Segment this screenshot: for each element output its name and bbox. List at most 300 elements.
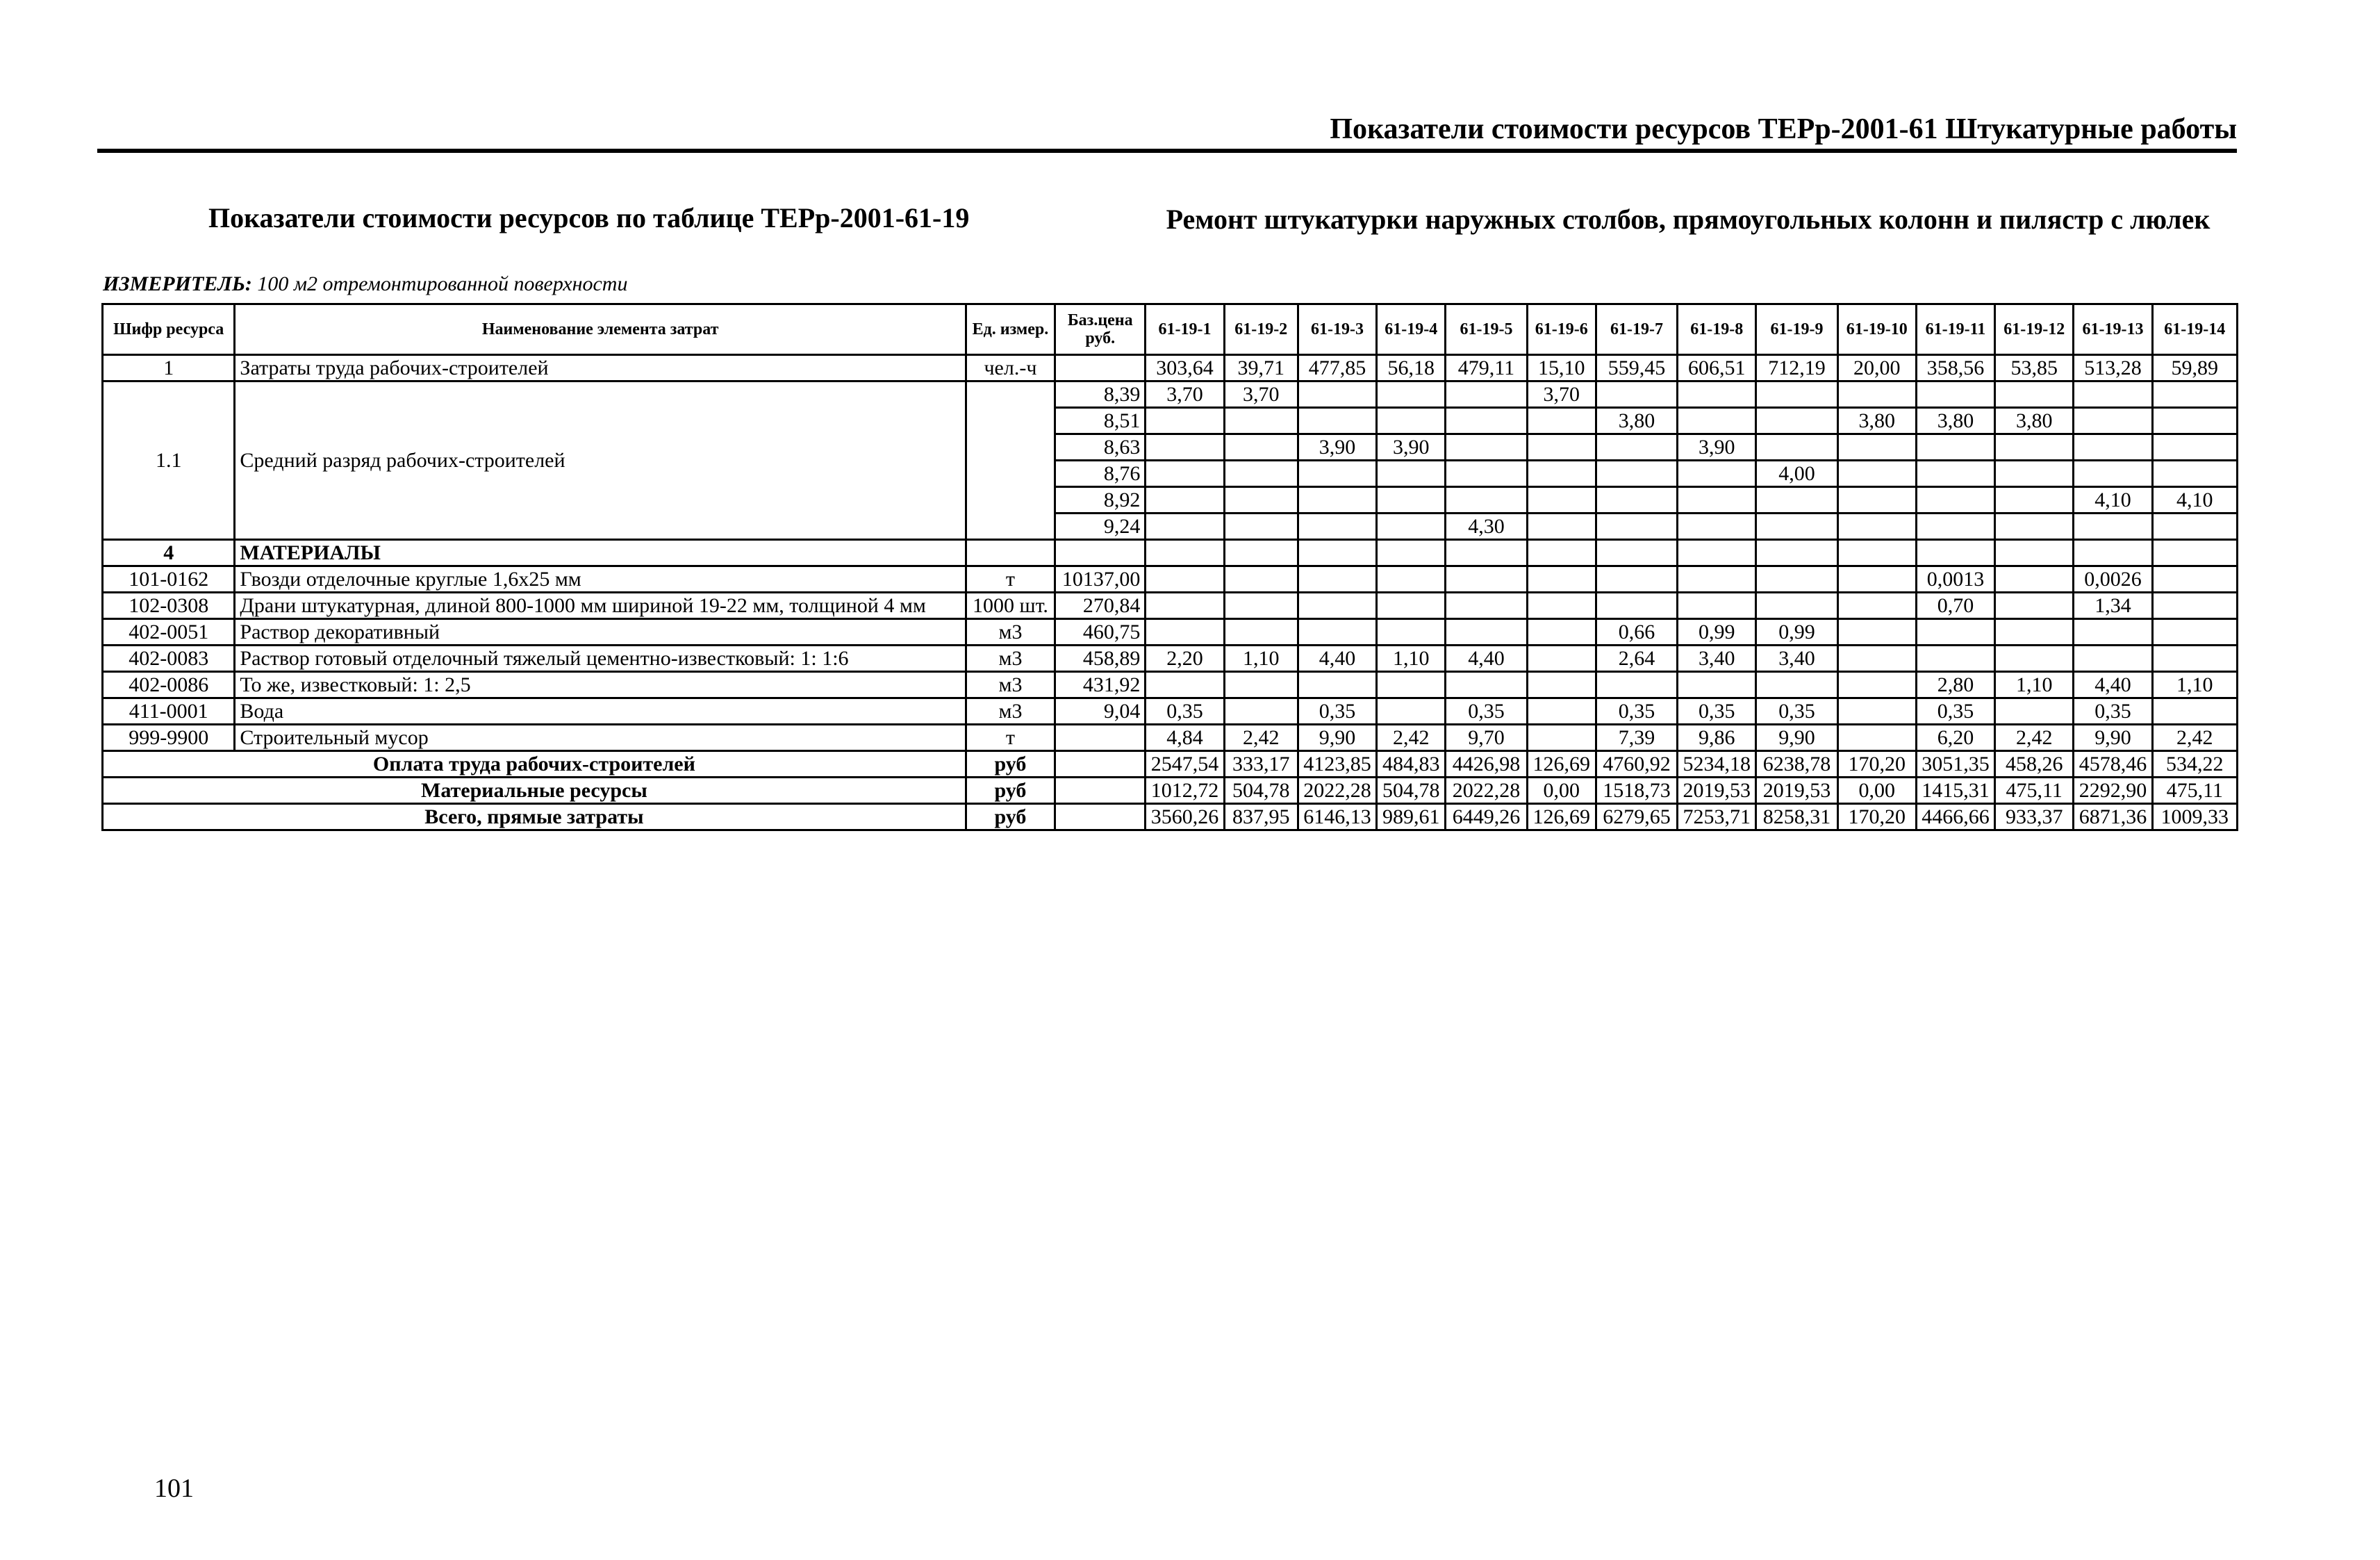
unit-cell: чел.-ч bbox=[966, 355, 1055, 381]
value-cell bbox=[1837, 698, 1916, 725]
value-cell: 59,89 bbox=[2152, 355, 2237, 381]
value-cell: 3,70 bbox=[1224, 381, 1298, 408]
header-code: Шифр ресурса bbox=[103, 304, 235, 355]
value-cell bbox=[1224, 434, 1298, 461]
value-cell bbox=[1995, 646, 2074, 672]
material-row bbox=[103, 672, 2238, 698]
header-col: 61-19-13 bbox=[2074, 304, 2152, 355]
value-cell bbox=[1837, 725, 1916, 751]
value-cell bbox=[1298, 408, 1376, 434]
value-cell bbox=[1298, 593, 1376, 619]
price-cell: 9,24 bbox=[1055, 514, 1146, 540]
value-cell bbox=[1146, 434, 1224, 461]
value-cell: 358,56 bbox=[1916, 355, 1994, 381]
value-cell bbox=[1596, 514, 1677, 540]
value-cell bbox=[1596, 540, 1677, 566]
value-cell: 3,80 bbox=[1995, 408, 2074, 434]
element-name: Раствор декоративный bbox=[235, 619, 966, 646]
value-cell bbox=[2152, 461, 2237, 487]
price-cell bbox=[1055, 725, 1146, 751]
resource-code: 999-9900 bbox=[103, 725, 235, 751]
price-cell bbox=[1055, 355, 1146, 381]
material-row bbox=[103, 725, 2238, 751]
value-cell bbox=[1527, 646, 1596, 672]
value-cell: 0,66 bbox=[1596, 619, 1677, 646]
value-cell bbox=[1298, 514, 1376, 540]
value-cell bbox=[1146, 408, 1224, 434]
value-cell: 3,70 bbox=[1146, 381, 1224, 408]
value-cell bbox=[1995, 487, 2074, 514]
price-cell: 460,75 bbox=[1055, 619, 1146, 646]
value-cell: 3,40 bbox=[1756, 646, 1837, 672]
price-cell bbox=[1055, 778, 1146, 804]
value-cell bbox=[1527, 461, 1596, 487]
value-cell bbox=[2074, 461, 2152, 487]
value-cell bbox=[1224, 593, 1298, 619]
value-cell bbox=[1224, 566, 1298, 593]
value-cell bbox=[1995, 461, 2074, 487]
value-cell: 4578,46 bbox=[2074, 751, 2152, 778]
total-row bbox=[103, 778, 2238, 804]
value-cell bbox=[1837, 381, 1916, 408]
value-cell bbox=[1298, 672, 1376, 698]
unit-cell: м3 bbox=[966, 619, 1055, 646]
value-cell bbox=[1527, 698, 1596, 725]
resource-code: 402-0083 bbox=[103, 646, 235, 672]
value-cell: 3,80 bbox=[1837, 408, 1916, 434]
value-cell: 0,35 bbox=[1678, 698, 1756, 725]
value-cell bbox=[1916, 646, 1994, 672]
header-col: 61-19-7 bbox=[1596, 304, 1677, 355]
value-cell: 4123,85 bbox=[1298, 751, 1376, 778]
total-row bbox=[103, 751, 2238, 778]
value-cell bbox=[1916, 381, 1994, 408]
price-cell: 8,51 bbox=[1055, 408, 1146, 434]
value-cell bbox=[1224, 672, 1298, 698]
value-cell: 2019,53 bbox=[1678, 778, 1756, 804]
price-cell: 8,76 bbox=[1055, 461, 1146, 487]
resource-code: 102-0308 bbox=[103, 593, 235, 619]
header-col: 61-19-11 bbox=[1916, 304, 1994, 355]
value-cell: 458,26 bbox=[1995, 751, 2074, 778]
value-cell bbox=[2152, 566, 2237, 593]
value-cell bbox=[2074, 408, 2152, 434]
resource-code: 1.1 bbox=[103, 381, 235, 540]
unit-cell: руб bbox=[966, 804, 1055, 830]
value-cell: 3,90 bbox=[1298, 434, 1376, 461]
value-cell bbox=[1377, 514, 1446, 540]
value-cell: 0,0026 bbox=[2074, 566, 2152, 593]
value-cell: 20,00 bbox=[1837, 355, 1916, 381]
measure-line bbox=[103, 272, 627, 296]
value-cell bbox=[1224, 487, 1298, 514]
total-name: Оплата труда рабочих-строителей bbox=[103, 751, 966, 778]
header-col: 61-19-2 bbox=[1224, 304, 1298, 355]
value-cell bbox=[1377, 487, 1446, 514]
value-cell bbox=[1224, 461, 1298, 487]
material-row bbox=[103, 619, 2238, 646]
value-cell: 0,00 bbox=[1527, 778, 1596, 804]
total-name: Всего, прямые затраты bbox=[103, 804, 966, 830]
value-cell bbox=[1995, 381, 2074, 408]
value-cell: 9,90 bbox=[1756, 725, 1837, 751]
value-cell: 9,90 bbox=[1298, 725, 1376, 751]
value-cell: 2,64 bbox=[1596, 646, 1677, 672]
total-name: Материальные ресурсы bbox=[103, 778, 966, 804]
header-row bbox=[103, 304, 2238, 355]
value-cell bbox=[1224, 540, 1298, 566]
value-cell bbox=[1837, 566, 1916, 593]
value-cell: 0,35 bbox=[1756, 698, 1837, 725]
value-cell: 479,11 bbox=[1446, 355, 1527, 381]
element-name: Средний разряд рабочих-строителей bbox=[235, 381, 966, 540]
resource-code: 402-0086 bbox=[103, 672, 235, 698]
value-cell bbox=[1527, 619, 1596, 646]
value-cell bbox=[1916, 434, 1994, 461]
header-price: Баз.цена руб. bbox=[1055, 304, 1146, 355]
value-cell bbox=[1527, 434, 1596, 461]
value-cell: 475,11 bbox=[1995, 778, 2074, 804]
value-cell bbox=[1756, 514, 1837, 540]
price-cell: 9,04 bbox=[1055, 698, 1146, 725]
value-cell: 837,95 bbox=[1224, 804, 1298, 830]
value-cell bbox=[1446, 593, 1527, 619]
price-cell: 458,89 bbox=[1055, 646, 1146, 672]
value-cell: 1,10 bbox=[1377, 646, 1446, 672]
value-cell: 1,10 bbox=[1224, 646, 1298, 672]
value-cell bbox=[1678, 540, 1756, 566]
value-cell: 0,35 bbox=[1446, 698, 1527, 725]
unit-cell bbox=[966, 540, 1055, 566]
value-cell: 39,71 bbox=[1224, 355, 1298, 381]
price-cell: 270,84 bbox=[1055, 593, 1146, 619]
value-cell: 3,90 bbox=[1377, 434, 1446, 461]
value-cell: 4466,66 bbox=[1916, 804, 1994, 830]
value-cell bbox=[1446, 619, 1527, 646]
value-cell bbox=[1837, 461, 1916, 487]
value-cell bbox=[1446, 381, 1527, 408]
material-row bbox=[103, 698, 2238, 725]
value-cell: 9,90 bbox=[2074, 725, 2152, 751]
value-cell bbox=[2152, 381, 2237, 408]
unit-cell: м3 bbox=[966, 698, 1055, 725]
value-cell: 1,10 bbox=[2152, 672, 2237, 698]
price-cell bbox=[1055, 751, 1146, 778]
value-cell bbox=[1527, 514, 1596, 540]
value-cell: 2,42 bbox=[1224, 725, 1298, 751]
value-cell bbox=[1298, 619, 1376, 646]
element-name: Раствор готовый отделочный тяжелый цементно-известковый: 1: 1:6 bbox=[235, 646, 966, 672]
value-cell bbox=[1224, 514, 1298, 540]
value-cell bbox=[2152, 698, 2237, 725]
value-cell bbox=[1377, 698, 1446, 725]
value-cell bbox=[2152, 434, 2237, 461]
value-cell bbox=[1446, 566, 1527, 593]
value-cell bbox=[1596, 487, 1677, 514]
value-cell bbox=[1756, 381, 1837, 408]
unit-cell: м3 bbox=[966, 646, 1055, 672]
header-unit: Ед. измер. bbox=[966, 304, 1055, 355]
element-name: Вода bbox=[235, 698, 966, 725]
unit-cell: т bbox=[966, 566, 1055, 593]
resource-code: 1 bbox=[103, 355, 235, 381]
value-cell: 484,83 bbox=[1377, 751, 1446, 778]
header-col: 61-19-8 bbox=[1678, 304, 1756, 355]
resource-cost-table bbox=[101, 303, 2238, 831]
value-cell bbox=[1756, 672, 1837, 698]
labor-row bbox=[103, 355, 2238, 381]
value-cell: 477,85 bbox=[1298, 355, 1376, 381]
value-cell bbox=[1596, 461, 1677, 487]
value-cell: 4,10 bbox=[2074, 487, 2152, 514]
value-cell: 2022,28 bbox=[1298, 778, 1376, 804]
material-row bbox=[103, 566, 2238, 593]
value-cell: 3,90 bbox=[1678, 434, 1756, 461]
value-cell bbox=[1298, 461, 1376, 487]
material-row bbox=[103, 593, 2238, 619]
value-cell: 6238,78 bbox=[1756, 751, 1837, 778]
value-cell: 0,99 bbox=[1678, 619, 1756, 646]
value-cell: 0,35 bbox=[1916, 698, 1994, 725]
element-name: Гвозди отделочные круглые 1,6х25 мм bbox=[235, 566, 966, 593]
value-cell: 4,40 bbox=[1446, 646, 1527, 672]
resource-code: 4 bbox=[103, 540, 235, 566]
value-cell bbox=[2152, 540, 2237, 566]
value-cell bbox=[1224, 408, 1298, 434]
value-cell bbox=[1837, 487, 1916, 514]
value-cell bbox=[1527, 540, 1596, 566]
value-cell bbox=[1756, 434, 1837, 461]
value-cell: 712,19 bbox=[1756, 355, 1837, 381]
value-cell bbox=[1527, 725, 1596, 751]
measure-label: ИЗМЕРИТЕЛЬ: bbox=[103, 272, 252, 295]
value-cell: 1,34 bbox=[2074, 593, 2152, 619]
value-cell bbox=[2152, 593, 2237, 619]
value-cell: 1009,33 bbox=[2152, 804, 2237, 830]
unit-cell bbox=[966, 381, 1055, 540]
value-cell: 3,80 bbox=[1916, 408, 1994, 434]
value-cell: 2292,90 bbox=[2074, 778, 2152, 804]
value-cell: 2019,53 bbox=[1756, 778, 1837, 804]
value-cell: 504,78 bbox=[1224, 778, 1298, 804]
value-cell bbox=[2074, 434, 2152, 461]
price-cell: 8,92 bbox=[1055, 487, 1146, 514]
value-cell bbox=[2152, 646, 2237, 672]
unit-cell: руб bbox=[966, 751, 1055, 778]
value-cell: 56,18 bbox=[1377, 355, 1446, 381]
value-cell bbox=[1916, 461, 1994, 487]
value-cell: 2,42 bbox=[2152, 725, 2237, 751]
value-cell bbox=[1678, 487, 1756, 514]
value-cell bbox=[1756, 487, 1837, 514]
value-cell bbox=[1756, 408, 1837, 434]
value-cell bbox=[1527, 487, 1596, 514]
value-cell: 1,10 bbox=[1995, 672, 2074, 698]
value-cell bbox=[1298, 566, 1376, 593]
value-cell bbox=[1916, 487, 1994, 514]
value-cell: 3,40 bbox=[1678, 646, 1756, 672]
price-cell bbox=[1055, 804, 1146, 830]
value-cell bbox=[1995, 593, 2074, 619]
value-cell bbox=[1756, 566, 1837, 593]
value-cell: 0,0013 bbox=[1916, 566, 1994, 593]
value-cell: 1012,72 bbox=[1146, 778, 1224, 804]
value-cell: 3051,35 bbox=[1916, 751, 1994, 778]
value-cell bbox=[2074, 381, 2152, 408]
value-cell: 0,35 bbox=[1298, 698, 1376, 725]
element-name: То же, известковый: 1: 2,5 bbox=[235, 672, 966, 698]
materials-header-row bbox=[103, 540, 2238, 566]
unit-cell: т bbox=[966, 725, 1055, 751]
resource-code: 402-0051 bbox=[103, 619, 235, 646]
value-cell: 170,20 bbox=[1837, 804, 1916, 830]
element-name: Строительный мусор bbox=[235, 725, 966, 751]
header-col: 61-19-6 bbox=[1527, 304, 1596, 355]
value-cell bbox=[1596, 593, 1677, 619]
unit-cell: м3 bbox=[966, 672, 1055, 698]
value-cell: 0,00 bbox=[1837, 778, 1916, 804]
value-cell bbox=[1527, 566, 1596, 593]
value-cell: 4,40 bbox=[2074, 672, 2152, 698]
value-cell: 6279,65 bbox=[1596, 804, 1677, 830]
value-cell bbox=[1446, 434, 1527, 461]
price-cell: 8,39 bbox=[1055, 381, 1146, 408]
value-cell: 606,51 bbox=[1678, 355, 1756, 381]
value-cell: 559,45 bbox=[1596, 355, 1677, 381]
value-cell bbox=[1446, 408, 1527, 434]
value-cell: 4,84 bbox=[1146, 725, 1224, 751]
value-cell: 9,86 bbox=[1678, 725, 1756, 751]
value-cell bbox=[2152, 619, 2237, 646]
value-cell: 126,69 bbox=[1527, 804, 1596, 830]
price-cell: 8,63 bbox=[1055, 434, 1146, 461]
value-cell bbox=[1837, 514, 1916, 540]
value-cell: 6146,13 bbox=[1298, 804, 1376, 830]
value-cell bbox=[1837, 672, 1916, 698]
value-cell bbox=[1446, 540, 1527, 566]
value-cell: 303,64 bbox=[1146, 355, 1224, 381]
value-cell bbox=[1995, 619, 2074, 646]
price-cell: 10137,00 bbox=[1055, 566, 1146, 593]
value-cell: 4,40 bbox=[1298, 646, 1376, 672]
value-cell: 2022,28 bbox=[1446, 778, 1527, 804]
value-cell bbox=[2152, 514, 2237, 540]
page-number: 101 bbox=[154, 1474, 194, 1503]
value-cell: 933,37 bbox=[1995, 804, 2074, 830]
value-cell bbox=[1596, 434, 1677, 461]
value-cell bbox=[1298, 540, 1376, 566]
total-row bbox=[103, 804, 2238, 830]
header-col: 61-19-14 bbox=[2152, 304, 2237, 355]
value-cell: 0,35 bbox=[1596, 698, 1677, 725]
value-cell bbox=[2152, 408, 2237, 434]
value-cell: 513,28 bbox=[2074, 355, 2152, 381]
value-cell bbox=[1678, 514, 1756, 540]
value-cell: 475,11 bbox=[2152, 778, 2237, 804]
value-cell: 5234,18 bbox=[1678, 751, 1756, 778]
value-cell: 2,42 bbox=[1377, 725, 1446, 751]
value-cell bbox=[1446, 672, 1527, 698]
value-cell: 53,85 bbox=[1995, 355, 2074, 381]
element-name: Драни штукатурная, длиной 800-1000 мм шириной 19-22 мм, толщиной 4 мм bbox=[235, 593, 966, 619]
value-cell: 3,80 bbox=[1596, 408, 1677, 434]
value-cell bbox=[1377, 566, 1446, 593]
table-title: Показатели стоимости ресурсов по таблице ТЕРр-2001-61-19 bbox=[208, 202, 970, 233]
value-cell bbox=[1146, 619, 1224, 646]
value-cell: 126,69 bbox=[1527, 751, 1596, 778]
value-cell bbox=[1377, 408, 1446, 434]
value-cell: 2,80 bbox=[1916, 672, 1994, 698]
value-cell: 534,22 bbox=[2152, 751, 2237, 778]
value-cell bbox=[1678, 566, 1756, 593]
value-cell: 4,00 bbox=[1756, 461, 1837, 487]
value-cell bbox=[1446, 461, 1527, 487]
value-cell bbox=[1298, 381, 1376, 408]
value-cell bbox=[1916, 514, 1994, 540]
value-cell: 333,17 bbox=[1224, 751, 1298, 778]
value-cell bbox=[1837, 619, 1916, 646]
value-cell bbox=[1146, 540, 1224, 566]
resource-code: 101-0162 bbox=[103, 566, 235, 593]
value-cell bbox=[1837, 540, 1916, 566]
grade-row bbox=[103, 381, 2238, 408]
value-cell: 6871,36 bbox=[2074, 804, 2152, 830]
value-cell bbox=[1224, 619, 1298, 646]
value-cell: 4426,98 bbox=[1446, 751, 1527, 778]
value-cell bbox=[1527, 593, 1596, 619]
running-header bbox=[97, 111, 2237, 151]
value-cell bbox=[2074, 540, 2152, 566]
header-name: Наименование элемента затрат bbox=[235, 304, 966, 355]
value-cell bbox=[1596, 381, 1677, 408]
value-cell bbox=[1995, 540, 2074, 566]
header-col: 61-19-10 bbox=[1837, 304, 1916, 355]
value-cell bbox=[1224, 698, 1298, 725]
value-cell: 1518,73 bbox=[1596, 778, 1677, 804]
value-cell bbox=[2074, 646, 2152, 672]
value-cell: 170,20 bbox=[1837, 751, 1916, 778]
value-cell: 8258,31 bbox=[1756, 804, 1837, 830]
value-cell bbox=[1146, 593, 1224, 619]
price-cell bbox=[1055, 540, 1146, 566]
value-cell: 4,30 bbox=[1446, 514, 1527, 540]
value-cell bbox=[1995, 566, 2074, 593]
value-cell bbox=[1596, 566, 1677, 593]
value-cell: 6,20 bbox=[1916, 725, 1994, 751]
value-cell: 2547,54 bbox=[1146, 751, 1224, 778]
unit-cell: руб bbox=[966, 778, 1055, 804]
value-cell bbox=[1146, 487, 1224, 514]
header-col: 61-19-1 bbox=[1146, 304, 1224, 355]
value-cell bbox=[1377, 672, 1446, 698]
value-cell bbox=[1995, 434, 2074, 461]
value-cell bbox=[1678, 672, 1756, 698]
value-cell bbox=[1678, 381, 1756, 408]
value-cell: 7253,71 bbox=[1678, 804, 1756, 830]
value-cell: 4,10 bbox=[2152, 487, 2237, 514]
value-cell bbox=[1756, 593, 1837, 619]
value-cell: 3560,26 bbox=[1146, 804, 1224, 830]
value-cell bbox=[1377, 461, 1446, 487]
value-cell: 2,42 bbox=[1995, 725, 2074, 751]
value-cell bbox=[1527, 408, 1596, 434]
value-cell bbox=[1146, 672, 1224, 698]
material-row bbox=[103, 646, 2238, 672]
value-cell: 1415,31 bbox=[1916, 778, 1994, 804]
value-cell bbox=[1146, 461, 1224, 487]
value-cell: 989,61 bbox=[1377, 804, 1446, 830]
measure-value: 100 м2 отремонтированной поверхности bbox=[257, 272, 628, 295]
